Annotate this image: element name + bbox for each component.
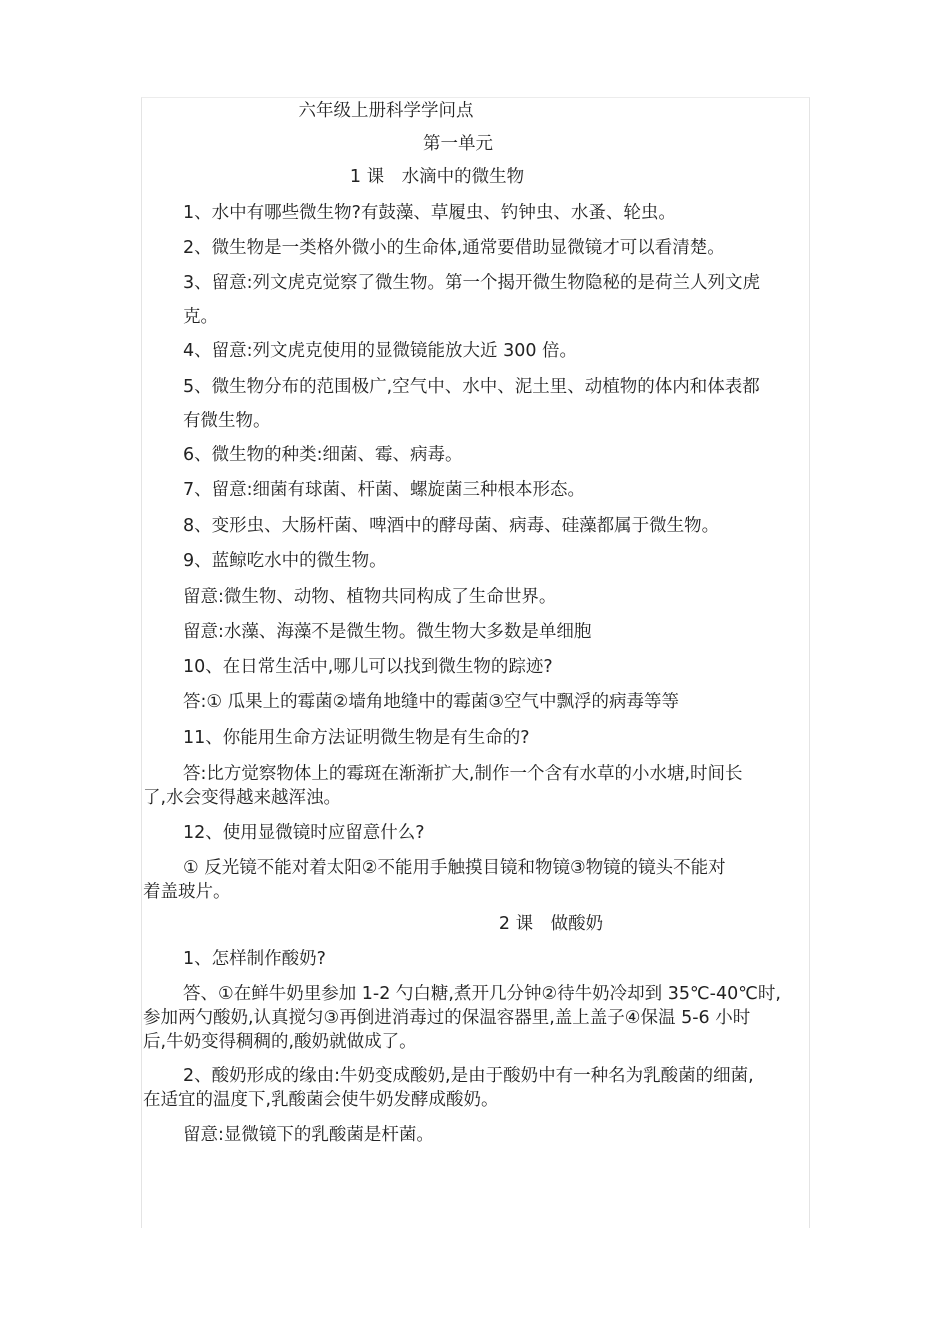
- question-11: 11、你能用生命方法证明微生物是有生命的?: [183, 728, 530, 748]
- answer-12-line-2: 着盖玻片。: [143, 882, 231, 902]
- answer-11-line-1: 答:比方觉察物体上的霉斑在渐渐扩大,制作一个含有水草的小水塘,时间长: [183, 764, 743, 784]
- note-1: 留意:微生物、动物、植物共同构成了生命世界。: [183, 587, 557, 607]
- lesson-2-question-1: 1、怎样制作酸奶?: [183, 949, 326, 969]
- lesson-2-answer-1-line-1: 答、①在鲜牛奶里参加 1-2 勺白糖,煮开几分钟②待牛奶冷却到 35℃-40℃时,: [183, 984, 781, 1004]
- answer-12-line-1: ① 反光镜不能对着太阳②不能用手触摸目镜和物镜③物镜的镜头不能对: [183, 858, 726, 878]
- document-title: 六年级上册科学学问点: [298, 101, 474, 121]
- paragraph-6: 6、微生物的种类:细菌、霉、病毒。: [183, 445, 463, 465]
- paragraph-8: 8、变形虫、大肠杆菌、啤酒中的酵母菌、病毒、硅藻都属于微生物。: [183, 516, 720, 536]
- lesson-2-answer-1-line-2: 参加两勺酸奶,认真搅匀③再倒进消毒过的保温容器里,盖上盖子④保温 5-6 小时: [143, 1008, 751, 1028]
- paragraph-5-line-2: 有微生物。: [183, 411, 271, 431]
- lesson-2-answer-1-line-3: 后,牛奶变得稠稠的,酸奶就做成了。: [143, 1032, 417, 1052]
- paragraph-4: 4、留意:列文虎克使用的显微镜能放大近 300 倍。: [183, 341, 578, 361]
- paragraph-2: 2、微生物是一类格外微小的生命体,通常要借助显微镜才可以看清楚。: [183, 238, 725, 258]
- question-12: 12、使用显微镜时应留意什么?: [183, 823, 425, 843]
- unit-heading: 第一单元: [423, 134, 493, 154]
- lesson-2-paragraph-2-line-2: 在适宜的温度下,乳酸菌会使牛奶发酵成酸奶。: [143, 1090, 499, 1110]
- note-2: 留意:水藻、海藻不是微生物。微生物大多数是单细胞: [183, 622, 592, 642]
- lesson-2-note: 留意:显微镜下的乳酸菌是杆菌。: [183, 1125, 434, 1145]
- paragraph-3-line-2: 克。: [183, 307, 218, 327]
- paragraph-3-line-1: 3、留意:列文虎克觉察了微生物。第一个揭开微生物隐秘的是荷兰人列文虎: [183, 273, 761, 293]
- lesson-2-paragraph-2-line-1: 2、酸奶形成的缘由:牛奶变成酸奶,是由于酸奶中有一种名为乳酸菌的细菌,: [183, 1066, 754, 1086]
- paragraph-7: 7、留意:细菌有球菌、杆菌、螺旋菌三种根本形态。: [183, 480, 586, 500]
- paragraph-5-line-1: 5、微生物分布的范围极广,空气中、水中、泥土里、动植物的体内和体表都: [183, 377, 760, 397]
- question-10: 10、在日常生活中,哪儿可以找到微生物的踪迹?: [183, 657, 553, 677]
- lesson-2-heading: 2 课 做酸奶: [498, 914, 604, 934]
- paragraph-9: 9、蓝鲸吃水中的微生物。: [183, 551, 387, 571]
- answer-11-line-2: 了,水会变得越来越浑浊。: [143, 788, 342, 808]
- lesson-1-heading: 1 课 水滴中的微生物: [349, 167, 525, 187]
- paragraph-1: 1、水中有哪些微生物?有鼓藻、草履虫、钓钟虫、水蚤、轮虫。: [183, 203, 676, 223]
- answer-10: 答:① 瓜果上的霉菌②墙角地缝中的霉菌③空气中飘浮的病毒等等: [183, 692, 680, 712]
